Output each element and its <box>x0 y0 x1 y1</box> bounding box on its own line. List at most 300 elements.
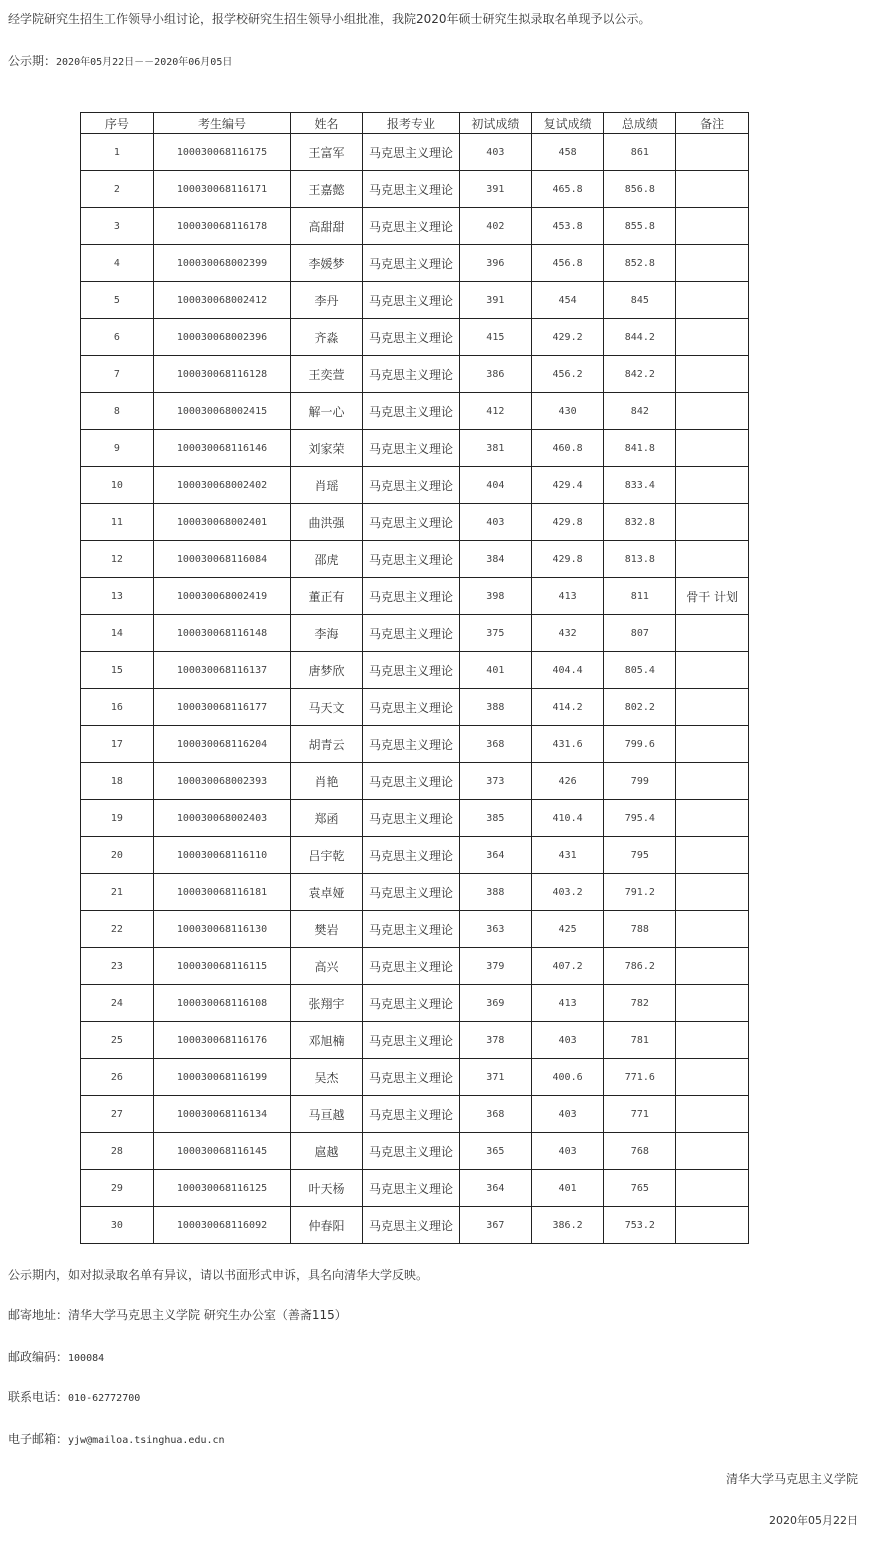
cell-retest-score: 431.6 <box>531 726 604 763</box>
cell-major: 马克思主义理论 <box>362 356 459 393</box>
cell-total-score: 811 <box>604 578 676 615</box>
header-index: 序号 <box>81 113 154 134</box>
cell-name: 王嘉懿 <box>291 171 363 208</box>
cell-name: 马天文 <box>291 689 363 726</box>
signature-date: 2020年05月22日 <box>769 1514 858 1527</box>
cell-total-score: 771 <box>604 1096 676 1133</box>
cell-name: 邵虎 <box>291 541 363 578</box>
cell-major: 马克思主义理论 <box>362 541 459 578</box>
cell-note <box>676 467 749 504</box>
cell-index: 6 <box>81 319 154 356</box>
header-total-score: 总成绩 <box>604 113 676 134</box>
cell-retest-score: 401 <box>531 1170 604 1207</box>
cell-initial-score: 363 <box>459 911 531 948</box>
cell-name: 叶天杨 <box>291 1170 363 1207</box>
cell-major: 马克思主义理论 <box>362 763 459 800</box>
cell-index: 1 <box>81 134 154 171</box>
cell-name: 肖瑶 <box>291 467 363 504</box>
cell-index: 11 <box>81 504 154 541</box>
cell-name: 肖艳 <box>291 763 363 800</box>
cell-exam-id: 100030068002419 <box>153 578 290 615</box>
cell-retest-score: 458 <box>531 134 604 171</box>
cell-major: 马克思主义理论 <box>362 208 459 245</box>
cell-total-score: 771.6 <box>604 1059 676 1096</box>
header-retest-score: 复试成绩 <box>531 113 604 134</box>
cell-exam-id: 100030068116128 <box>153 356 290 393</box>
cell-index: 25 <box>81 1022 154 1059</box>
table-row <box>81 726 749 763</box>
cell-index: 22 <box>81 911 154 948</box>
cell-index: 7 <box>81 356 154 393</box>
cell-name: 李海 <box>291 615 363 652</box>
cell-retest-score: 454 <box>531 282 604 319</box>
cell-total-score: 856.8 <box>604 171 676 208</box>
cell-major: 马克思主义理论 <box>362 911 459 948</box>
cell-major: 马克思主义理论 <box>362 430 459 467</box>
table-row <box>81 319 749 356</box>
cell-total-score: 781 <box>604 1022 676 1059</box>
cell-initial-score: 391 <box>459 282 531 319</box>
cell-index: 13 <box>81 578 154 615</box>
cell-index: 30 <box>81 1207 154 1244</box>
cell-name: 吕宇乾 <box>291 837 363 874</box>
cell-retest-score: 400.6 <box>531 1059 604 1096</box>
cell-exam-id: 100030068116084 <box>153 541 290 578</box>
cell-index: 24 <box>81 985 154 1022</box>
cell-major: 马克思主义理论 <box>362 504 459 541</box>
cell-retest-score: 403.2 <box>531 874 604 911</box>
cell-note <box>676 208 749 245</box>
cell-total-score: 844.2 <box>604 319 676 356</box>
cell-index: 14 <box>81 615 154 652</box>
cell-exam-id: 100030068116108 <box>153 985 290 1022</box>
cell-exam-id: 100030068002399 <box>153 245 290 282</box>
cell-exam-id: 100030068002396 <box>153 319 290 356</box>
cell-major: 马克思主义理论 <box>362 245 459 282</box>
table-row <box>81 393 749 430</box>
cell-name: 解一心 <box>291 393 363 430</box>
cell-note <box>676 874 749 911</box>
cell-note <box>676 726 749 763</box>
cell-exam-id: 100030068116115 <box>153 948 290 985</box>
postcode-value: 100084 <box>68 1353 105 1364</box>
cell-retest-score: 386.2 <box>531 1207 604 1244</box>
publicity-period-label: 公示期： <box>8 54 57 68</box>
cell-total-score: 799 <box>604 763 676 800</box>
cell-note <box>676 245 749 282</box>
table-row <box>81 615 749 652</box>
address-label: 邮寄地址： <box>8 1308 69 1322</box>
cell-initial-score: 412 <box>459 393 531 430</box>
cell-retest-score: 413 <box>531 578 604 615</box>
cell-retest-score: 413 <box>531 985 604 1022</box>
cell-total-score: 842 <box>604 393 676 430</box>
table-row <box>81 763 749 800</box>
cell-index: 28 <box>81 1133 154 1170</box>
address-value: 清华大学马克思主义学院 研究生办公室（善斋115） <box>68 1308 347 1322</box>
cell-major: 马克思主义理论 <box>362 134 459 171</box>
cell-total-score: 813.8 <box>604 541 676 578</box>
cell-exam-id: 100030068116145 <box>153 1133 290 1170</box>
table-row <box>81 282 749 319</box>
cell-retest-score: 430 <box>531 393 604 430</box>
cell-total-score: 795 <box>604 837 676 874</box>
cell-major: 马克思主义理论 <box>362 985 459 1022</box>
cell-initial-score: 403 <box>459 134 531 171</box>
cell-exam-id: 100030068116110 <box>153 837 290 874</box>
cell-note <box>676 356 749 393</box>
cell-total-score: 805.4 <box>604 652 676 689</box>
cell-total-score: 833.4 <box>604 467 676 504</box>
table-row <box>81 578 749 615</box>
cell-index: 9 <box>81 430 154 467</box>
cell-major: 马克思主义理论 <box>362 1170 459 1207</box>
cell-note <box>676 171 749 208</box>
cell-initial-score: 378 <box>459 1022 531 1059</box>
cell-index: 3 <box>81 208 154 245</box>
cell-name: 郑函 <box>291 800 363 837</box>
cell-index: 2 <box>81 171 154 208</box>
cell-major: 马克思主义理论 <box>362 726 459 763</box>
cell-note <box>676 837 749 874</box>
cell-initial-score: 379 <box>459 948 531 985</box>
cell-initial-score: 368 <box>459 1096 531 1133</box>
cell-index: 29 <box>81 1170 154 1207</box>
cell-total-score: 786.2 <box>604 948 676 985</box>
cell-note <box>676 985 749 1022</box>
cell-initial-score: 396 <box>459 245 531 282</box>
table-row <box>81 837 749 874</box>
cell-exam-id: 100030068116199 <box>153 1059 290 1096</box>
table-row <box>81 208 749 245</box>
cell-name: 王富军 <box>291 134 363 171</box>
table-row <box>81 356 749 393</box>
cell-major: 马克思主义理论 <box>362 171 459 208</box>
cell-exam-id: 100030068116175 <box>153 134 290 171</box>
mailing-address <box>8 1308 347 1322</box>
cell-initial-score: 385 <box>459 800 531 837</box>
cell-total-score: 842.2 <box>604 356 676 393</box>
cell-initial-score: 398 <box>459 578 531 615</box>
cell-note <box>676 652 749 689</box>
postcode-label: 邮政编码： <box>8 1350 69 1364</box>
cell-retest-score: 460.8 <box>531 430 604 467</box>
cell-name: 李丹 <box>291 282 363 319</box>
table-row <box>81 467 749 504</box>
cell-note <box>676 393 749 430</box>
cell-retest-score: 431 <box>531 837 604 874</box>
header-initial-score: 初试成绩 <box>459 113 531 134</box>
cell-exam-id: 100030068116125 <box>153 1170 290 1207</box>
cell-exam-id: 100030068116146 <box>153 430 290 467</box>
signature-org: 清华大学马克思主义学院 <box>725 1472 858 1486</box>
cell-note <box>676 911 749 948</box>
cell-initial-score: 371 <box>459 1059 531 1096</box>
cell-total-score: 791.2 <box>604 874 676 911</box>
cell-total-score: 788 <box>604 911 676 948</box>
table-row <box>81 800 749 837</box>
cell-name: 仲春阳 <box>291 1207 363 1244</box>
cell-major: 马克思主义理论 <box>362 319 459 356</box>
email-label: 电子邮箱： <box>8 1432 69 1446</box>
cell-retest-score: 432 <box>531 615 604 652</box>
phone-value: 010-62772700 <box>68 1393 141 1404</box>
cell-exam-id: 100030068116176 <box>153 1022 290 1059</box>
cell-note <box>676 1059 749 1096</box>
cell-initial-score: 391 <box>459 171 531 208</box>
cell-major: 马克思主义理论 <box>362 467 459 504</box>
cell-exam-id: 100030068002401 <box>153 504 290 541</box>
email-value: yjw@mailoa.tsinghua.edu.cn <box>68 1435 225 1446</box>
cell-index: 4 <box>81 245 154 282</box>
table-row <box>81 430 749 467</box>
table-row <box>81 1022 749 1059</box>
cell-total-score: 799.6 <box>604 726 676 763</box>
cell-index: 27 <box>81 1096 154 1133</box>
cell-index: 18 <box>81 763 154 800</box>
cell-exam-id: 100030068002403 <box>153 800 290 837</box>
cell-retest-score: 403 <box>531 1096 604 1133</box>
cell-initial-score: 369 <box>459 985 531 1022</box>
cell-major: 马克思主义理论 <box>362 615 459 652</box>
cell-initial-score: 401 <box>459 652 531 689</box>
cell-major: 马克思主义理论 <box>362 1133 459 1170</box>
table-row <box>81 504 749 541</box>
admission-table <box>80 112 749 1244</box>
cell-index: 26 <box>81 1059 154 1096</box>
cell-total-score: 768 <box>604 1133 676 1170</box>
table-row <box>81 948 749 985</box>
cell-initial-score: 364 <box>459 1170 531 1207</box>
cell-retest-score: 425 <box>531 911 604 948</box>
table-row <box>81 1133 749 1170</box>
cell-initial-score: 373 <box>459 763 531 800</box>
cell-initial-score: 368 <box>459 726 531 763</box>
cell-initial-score: 402 <box>459 208 531 245</box>
cell-total-score: 795.4 <box>604 800 676 837</box>
cell-note <box>676 282 749 319</box>
cell-exam-id: 100030068116181 <box>153 874 290 911</box>
cell-major: 马克思主义理论 <box>362 652 459 689</box>
cell-retest-score: 453.8 <box>531 208 604 245</box>
cell-total-score: 802.2 <box>604 689 676 726</box>
cell-initial-score: 365 <box>459 1133 531 1170</box>
cell-index: 17 <box>81 726 154 763</box>
cell-exam-id: 100030068116130 <box>153 911 290 948</box>
cell-index: 15 <box>81 652 154 689</box>
cell-exam-id: 100030068116092 <box>153 1207 290 1244</box>
cell-note <box>676 763 749 800</box>
table-body <box>81 134 749 1244</box>
cell-name: 高兴 <box>291 948 363 985</box>
cell-note <box>676 1207 749 1244</box>
cell-name: 刘家荣 <box>291 430 363 467</box>
cell-note <box>676 800 749 837</box>
cell-note <box>676 1096 749 1133</box>
table-row <box>81 245 749 282</box>
cell-total-score: 765 <box>604 1170 676 1207</box>
cell-note <box>676 504 749 541</box>
cell-total-score: 845 <box>604 282 676 319</box>
phone-label: 联系电话： <box>8 1390 69 1404</box>
table-row <box>81 541 749 578</box>
cell-initial-score: 388 <box>459 874 531 911</box>
cell-total-score: 861 <box>604 134 676 171</box>
table-row <box>81 652 749 689</box>
cell-retest-score: 429.8 <box>531 541 604 578</box>
intro-text: 经学院研究生招生工作领导小组讨论，报学校研究生招生领导小组批准，我院2020年硕士研究生拟录取名单现予以公示。 <box>8 12 651 26</box>
cell-name: 邓旭楠 <box>291 1022 363 1059</box>
header-major: 报考专业 <box>362 113 459 134</box>
cell-retest-score: 414.2 <box>531 689 604 726</box>
cell-major: 马克思主义理论 <box>362 837 459 874</box>
contact-email <box>8 1432 225 1448</box>
cell-name: 马亘越 <box>291 1096 363 1133</box>
cell-note <box>676 948 749 985</box>
cell-name: 张翔宇 <box>291 985 363 1022</box>
cell-exam-id: 100030068002393 <box>153 763 290 800</box>
postal-code <box>8 1350 104 1366</box>
cell-retest-score: 407.2 <box>531 948 604 985</box>
cell-initial-score: 364 <box>459 837 531 874</box>
cell-major: 马克思主义理论 <box>362 1022 459 1059</box>
cell-retest-score: 429.8 <box>531 504 604 541</box>
cell-retest-score: 429.2 <box>531 319 604 356</box>
table-row <box>81 689 749 726</box>
table-row <box>81 1096 749 1133</box>
cell-major: 马克思主义理论 <box>362 393 459 430</box>
cell-exam-id: 100030068116137 <box>153 652 290 689</box>
cell-retest-score: 429.4 <box>531 467 604 504</box>
contact-phone <box>8 1390 140 1406</box>
header-exam-id: 考生编号 <box>153 113 290 134</box>
cell-major: 马克思主义理论 <box>362 578 459 615</box>
cell-index: 8 <box>81 393 154 430</box>
cell-exam-id: 100030068116177 <box>153 689 290 726</box>
cell-initial-score: 404 <box>459 467 531 504</box>
cell-major: 马克思主义理论 <box>362 948 459 985</box>
cell-index: 5 <box>81 282 154 319</box>
table-row <box>81 1170 749 1207</box>
table-row <box>81 1059 749 1096</box>
cell-name: 王奕萱 <box>291 356 363 393</box>
cell-retest-score: 410.4 <box>531 800 604 837</box>
cell-major: 马克思主义理论 <box>362 874 459 911</box>
cell-note <box>676 689 749 726</box>
cell-retest-score: 456.2 <box>531 356 604 393</box>
cell-name: 吴杰 <box>291 1059 363 1096</box>
cell-initial-score: 375 <box>459 615 531 652</box>
cell-exam-id: 100030068116148 <box>153 615 290 652</box>
cell-total-score: 832.8 <box>604 504 676 541</box>
cell-exam-id: 100030068002412 <box>153 282 290 319</box>
cell-total-score: 782 <box>604 985 676 1022</box>
cell-note <box>676 1170 749 1207</box>
cell-retest-score: 404.4 <box>531 652 604 689</box>
table-row <box>81 985 749 1022</box>
cell-major: 马克思主义理论 <box>362 1059 459 1096</box>
cell-index: 23 <box>81 948 154 985</box>
cell-major: 马克思主义理论 <box>362 800 459 837</box>
cell-name: 齐淼 <box>291 319 363 356</box>
cell-exam-id: 100030068002415 <box>153 393 290 430</box>
cell-name: 董正有 <box>291 578 363 615</box>
cell-note <box>676 1133 749 1170</box>
objection-text: 公示期内，如对拟录取名单有异议，请以书面形式申诉，具名向清华大学反映。 <box>8 1268 429 1282</box>
cell-retest-score: 456.8 <box>531 245 604 282</box>
table-row <box>81 1207 749 1244</box>
cell-index: 12 <box>81 541 154 578</box>
publicity-period-value: 2020年05月22日－－2020年06月05日 <box>56 57 233 68</box>
cell-note <box>676 615 749 652</box>
cell-major: 马克思主义理论 <box>362 689 459 726</box>
cell-exam-id: 100030068116178 <box>153 208 290 245</box>
cell-initial-score: 386 <box>459 356 531 393</box>
cell-note <box>676 430 749 467</box>
cell-total-score: 852.8 <box>604 245 676 282</box>
cell-exam-id: 100030068116134 <box>153 1096 290 1133</box>
cell-initial-score: 388 <box>459 689 531 726</box>
table-row <box>81 134 749 171</box>
cell-index: 21 <box>81 874 154 911</box>
cell-name: 袁卓娅 <box>291 874 363 911</box>
cell-index: 10 <box>81 467 154 504</box>
publicity-period <box>8 54 232 70</box>
cell-total-score: 855.8 <box>604 208 676 245</box>
cell-name: 高甜甜 <box>291 208 363 245</box>
cell-index: 16 <box>81 689 154 726</box>
cell-major: 马克思主义理论 <box>362 1096 459 1133</box>
cell-retest-score: 403 <box>531 1133 604 1170</box>
cell-note <box>676 134 749 171</box>
cell-name: 唐梦欣 <box>291 652 363 689</box>
cell-total-score: 753.2 <box>604 1207 676 1244</box>
cell-initial-score: 403 <box>459 504 531 541</box>
cell-major: 马克思主义理论 <box>362 1207 459 1244</box>
cell-note <box>676 541 749 578</box>
cell-name: 樊岩 <box>291 911 363 948</box>
cell-total-score: 807 <box>604 615 676 652</box>
cell-retest-score: 403 <box>531 1022 604 1059</box>
cell-major: 马克思主义理论 <box>362 282 459 319</box>
cell-index: 19 <box>81 800 154 837</box>
cell-total-score: 841.8 <box>604 430 676 467</box>
table-row <box>81 874 749 911</box>
cell-note <box>676 1022 749 1059</box>
cell-exam-id: 100030068116171 <box>153 171 290 208</box>
cell-initial-score: 367 <box>459 1207 531 1244</box>
header-note: 备注 <box>676 113 749 134</box>
cell-retest-score: 465.8 <box>531 171 604 208</box>
cell-exam-id: 100030068002402 <box>153 467 290 504</box>
cell-initial-score: 381 <box>459 430 531 467</box>
table-row <box>81 911 749 948</box>
table-row <box>81 171 749 208</box>
table-header-row <box>81 113 749 134</box>
cell-index: 20 <box>81 837 154 874</box>
cell-note <box>676 319 749 356</box>
cell-initial-score: 415 <box>459 319 531 356</box>
header-name: 姓名 <box>291 113 363 134</box>
cell-name: 胡青云 <box>291 726 363 763</box>
cell-retest-score: 426 <box>531 763 604 800</box>
cell-initial-score: 384 <box>459 541 531 578</box>
cell-exam-id: 100030068116204 <box>153 726 290 763</box>
cell-name: 李媛梦 <box>291 245 363 282</box>
cell-name: 曲洪强 <box>291 504 363 541</box>
cell-note: 骨干 计划 <box>676 578 749 615</box>
cell-name: 扈越 <box>291 1133 363 1170</box>
